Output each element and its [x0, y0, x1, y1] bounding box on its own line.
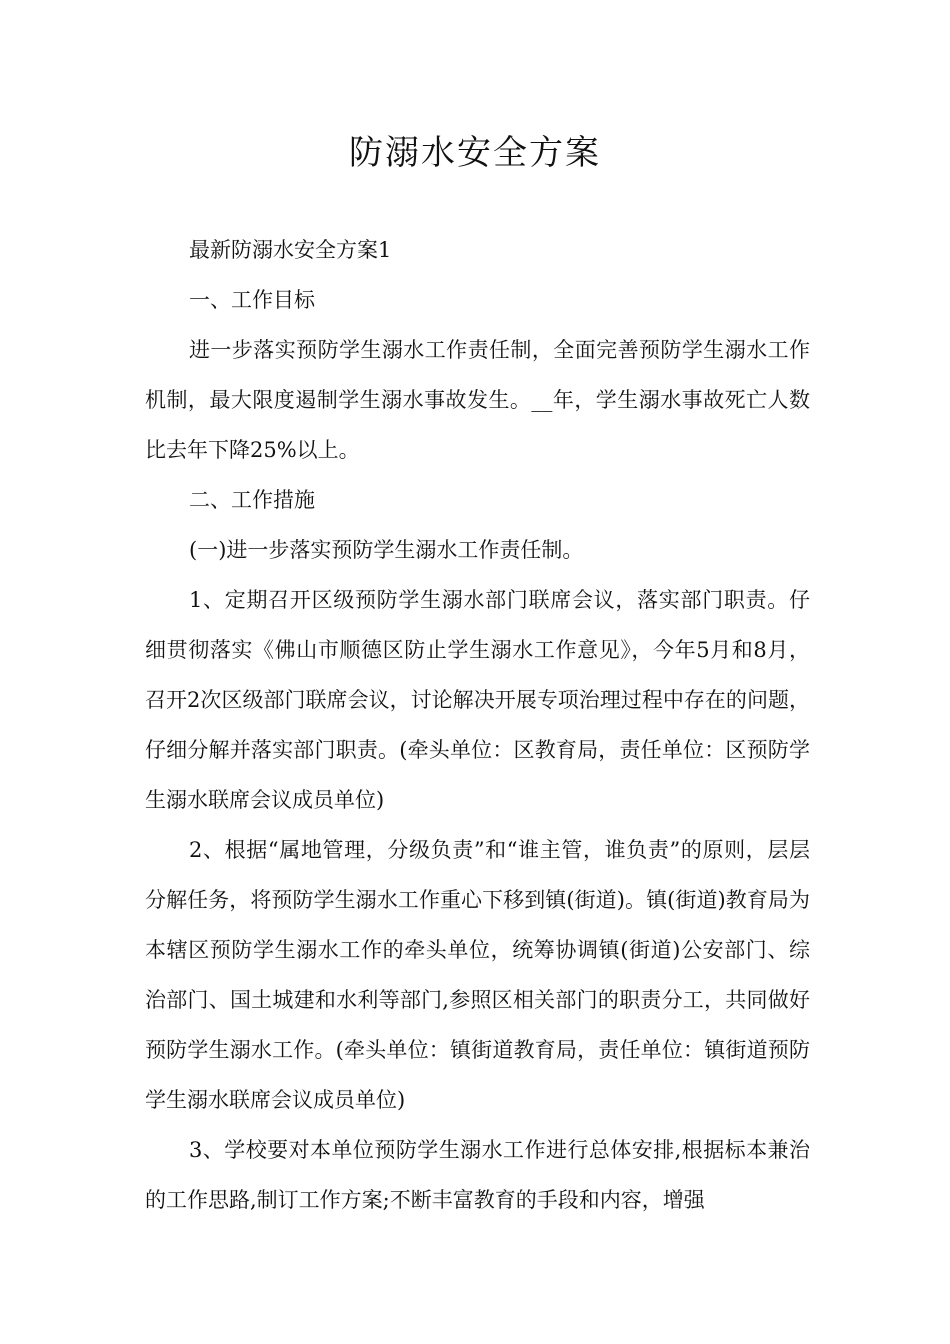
- paragraph-subtitle: 最新防溺水安全方案1: [189, 238, 392, 262]
- paragraph-item-2: 2、根据“属地管理，分级负责”和“谁主管，谁负责”的原则，层层分解任务，将预防学生溺水工作重心下移到镇(街道)。镇(街道)教育局为本辖区预防学生溺水工作的牵头单位，统筹协调镇(街道)公安部门、综治部门、国土城建和水利等部门,参照区相关部门的职责分工，共同做好预防学生溺水工作。(牵头单位：镇街道教育局，责任单位：镇街道预防学生溺水联席会议成员单位): [145, 838, 810, 1112]
- section-heading-goals: 一、工作目标: [189, 288, 315, 312]
- subsection-heading-1: (一)进一步落实预防学生溺水工作责任制。: [189, 538, 584, 562]
- section-heading-measures: 二、工作措施: [189, 488, 315, 512]
- document-title: 防溺水安全方案: [349, 133, 601, 173]
- paragraph-item-3: 3、学校要对本单位预防学生溺水工作进行总体安排,根据标本兼治的工作思路,制订工作方案;不断丰富教育的手段和内容，增强: [145, 1138, 810, 1212]
- paragraph-item-1: 1、定期召开区级预防学生溺水部门联席会议，落实部门职责。仔细贯彻落实《佛山市顺德区防止学生溺水工作意见》，今年5月和8月，召开2次区级部门联席会议，讨论解决开展专项治理过程中存在的问题，仔细分解并落实部门职责。(牵头单位：区教育局，责任单位：区预防学生溺水联席会议成员单位): [145, 588, 810, 812]
- paragraph-goals: 进一步落实预防学生溺水工作责任制，全面完善预防学生溺水工作机制，最大限度遏制学生溺水事故发生。__年，学生溺水事故死亡人数比去年下降25%以上。: [145, 338, 810, 462]
- document-body: [145, 225, 810, 1225]
